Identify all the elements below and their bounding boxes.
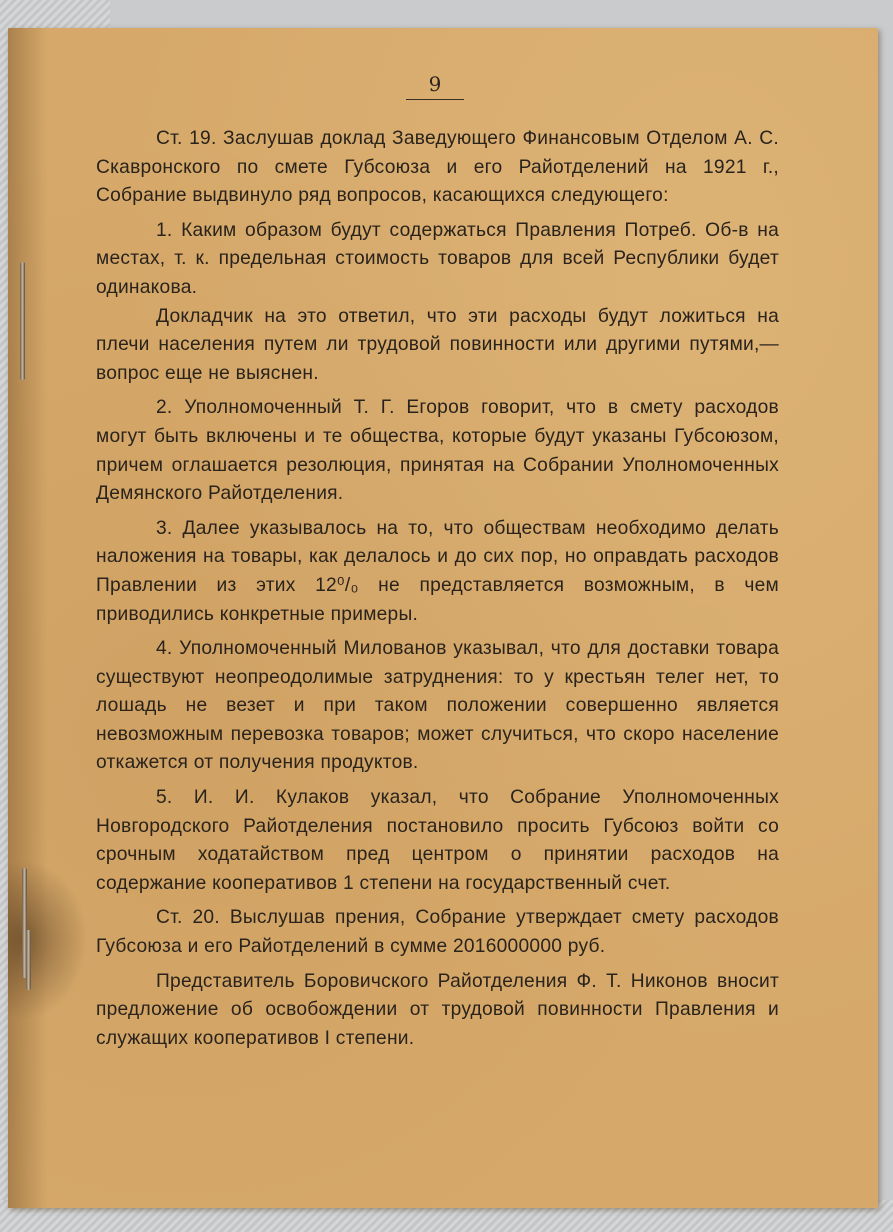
staple-icon: [26, 930, 31, 990]
paragraph-point-5: 5. И. И. Кулаков указал, что Собрание Уполномоченных Новгородского Райотделения постановило просить Губсоюз войти со срочным ходатайством пред центром о принятии расходов на содержание кооперативов 1 степени на государственный счет.: [96, 787, 779, 894]
paragraph-point-4: 4. Уполномоченный Милованов указывал, что для доставки товара существуют неопреодолимые затруднения: то у крестьян телег нет, то лошадь не везет и при таком положении совершенно является невозможным перевозка товаров; может случиться, что скоро население откажется от получения продуктов.: [96, 638, 779, 774]
paragraph-point-3: 3. Далее указывалось на то, что обществам необходимо делать наложения на товары, как делалось и до сих пор, но оправдать расходов Правлении из этих 12⁰/₀ не представляется возможным, в чем приводились конкретные примеры.: [96, 517, 779, 625]
page-body: [96, 125, 779, 1059]
paragraph-article-20: Ст. 20. Выслушав прения, Собрание утверждает смету расходов Губсоюза и его Райотделений в сумме 2016000000 руб.: [96, 907, 779, 958]
page-stain: [8, 860, 88, 1020]
staple-icon: [20, 262, 25, 380]
page-number: 9: [428, 72, 442, 96]
paragraph-proposal: Представитель Боровичского Райотделения Ф. Т. Никонов вносит предложение об освобождении от трудовой повинности Правления и служащих кооперативов I степени.: [96, 970, 779, 1049]
paragraph-article-19: Ст. 19. Заслушав доклад Заведующего Финансовым Отделом А. С. Скавронского по смете Губсоюза и его Райотделений на 1921 г., Собрание выдвинуло ряд вопросов, касающихся следующего:: [96, 128, 779, 207]
spine-shadow: [8, 28, 48, 1208]
paragraph-reporter-answer: Докладчик на это ответил, что эти расходы будут ложиться на плечи населения путем ли трудовой повинности или другими путями,—вопрос еще не выяснен.: [96, 305, 779, 384]
paragraph-question-1: 1. Каким образом будут содержаться Правления Потреб. Об-в на местах, т. к. предельная стоимость товаров для всей Республики будет одинакова.: [96, 219, 779, 298]
paragraph-point-2: 2. Уполномоченный Т. Г. Егоров говорит, что в смету расходов могут быть включены и те общества, которые будут указаны Губсоюзом, причем оглашается резолюция, принятая на Собрании Уполномоченных Демянского Райотделения.: [96, 397, 779, 505]
page-number-rule: [406, 99, 464, 100]
